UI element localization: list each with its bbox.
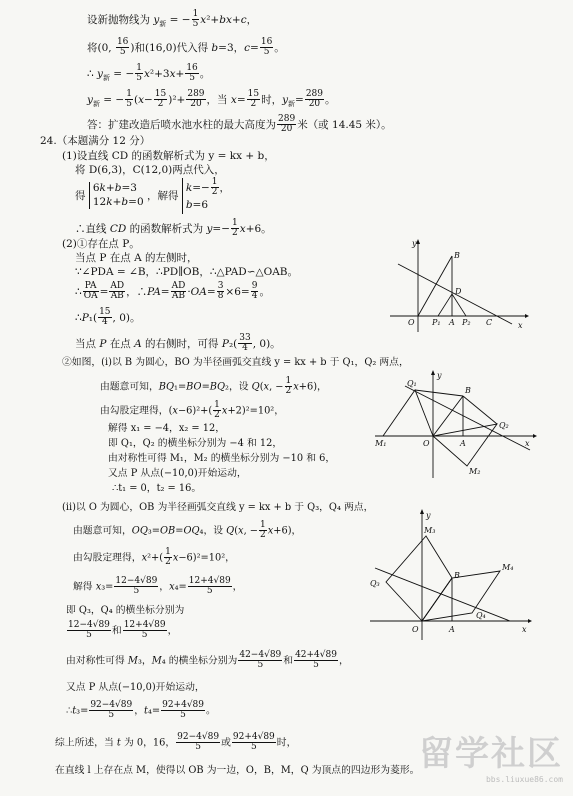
label-m3: M₃ <box>424 526 436 535</box>
label-y: y <box>412 239 417 248</box>
line-system: 得 6k+b=3 12k+b=0 ，解得 k=− $\frac{1}{2}$ ， b=6 <box>75 178 230 214</box>
line-vertex: $y_新$ = − $\frac{1}{5}$ (x− $\frac{15}{2}$ )²+ $\frac{289}{20}$ ，当 x= $\frac{15}{2}$ 时，$y_新=$ $\frac{289}{20}$ 。 <box>87 89 336 110</box>
label-b: B <box>454 571 460 580</box>
watermark <box>419 726 563 784</box>
line-parabola-result: ∴ $y_新$ = − $\frac{1}{5}$ x²+3x+ $\frac{16}{5}$ 。 <box>87 63 211 84</box>
label-q4: Q₄ <box>476 611 486 620</box>
line-part2: (2)①存在点 P。 <box>62 238 140 250</box>
line-summary: 综上所述，当 t 为 0，16， $\frac{92-4√89}{5}$ 或 $\frac{92+4√89}{5}$ 时， <box>55 732 297 753</box>
label-m4: M₄ <box>502 563 514 572</box>
segment-ob <box>418 256 452 316</box>
label-q3: Q₃ <box>370 579 380 588</box>
line-new-parabola: 设新抛物线为 $y_新$ = − $\frac{1}{5}$ x²+bx+c， <box>87 9 258 30</box>
figure-1 <box>390 236 530 334</box>
label-m2: M₂ <box>469 467 481 476</box>
line-q12-abscissa: 即 Q₁，Q₂ 的横坐标分别为 −4 和 12， <box>108 438 283 449</box>
watermark-url: bbs.liuxue86.com <box>485 775 563 784</box>
label-a: A <box>449 625 455 634</box>
line-p-start-1: 又点 P 从点(−10,0)开始运动， <box>108 468 247 479</box>
line-case-i: ②如图，(i)以 B 为圆心，BO 为半径画弧交直线 y = kx + b 于 Q₁，Q₂ 两点， <box>62 357 409 368</box>
line-x34: 解得 x₃= $\frac{12-4√89}{5}$ ，x₄= $\frac{12+4√89}{5}$ ， <box>73 576 243 597</box>
line-ratio: ∴ $\frac{PA}{OA}$ = $\frac{AD}{AB}$ ，∴PA= $\frac{AD}{AB}$ ·OA= $\frac{3}{8}$ ×6= $\frac{9}{4}$ 。 <box>75 281 270 302</box>
label-y: y <box>426 511 431 520</box>
line-m34-abscissa: 由对称性可得 M₃，M₄ 的横坐标分别为 $\frac{42-4√89}{5}$ 和 $\frac{42+4√89}{5}$ ， <box>66 650 349 671</box>
line-left-case: 当点 P 在点 A 的左侧时， <box>75 252 198 264</box>
label-o: O <box>412 625 419 634</box>
line-t12: ∴t₁ = 0，t₂ = 16。 <box>112 483 202 494</box>
label-m1: M₁ <box>375 439 387 448</box>
line-substitute: 将(0, $\frac{16}{5}$ )和(16,0)代入得 b=3，c= $\frac{16}{5}$ 。 <box>87 37 285 58</box>
segment-p2d <box>452 294 466 316</box>
line-q34-values: $\frac{12-4√89}{5}$ 和 $\frac{12+4√89}{5}$ ， <box>68 620 178 641</box>
line-bq-equal: 由题意可知，BQ₁=BO=BQ₂，设 Q(x, − $\frac{1}{2}$ x+6)， <box>100 376 327 397</box>
label-d: D <box>455 287 462 296</box>
label-c: C <box>486 318 493 327</box>
line-cd-result: ∴直线 CD 的函数解析式为 y=− $\frac{1}{2}$ x+6。 <box>75 218 272 239</box>
label-p2: P₂ <box>462 318 471 327</box>
problem-24-heading: 24.（本题满分 12 分） <box>40 135 151 147</box>
line-p-start-2: 又点 P 从点(−10,0)开始运动， <box>66 682 205 693</box>
figure-3 <box>360 508 535 643</box>
label-q2: Q₂ <box>499 421 509 430</box>
line-m12-abscissa: 由对称性可得 M₁，M₂ 的横坐标分别为 −10 和 6， <box>108 453 336 464</box>
line-case-ii: (ii)以 O 为圆心，OB 为半径画弧交直线 y = kx + b 于 Q₃，Q₄ 两点， <box>62 502 374 513</box>
watermark-brand: 留学社区 <box>419 734 563 774</box>
line-q34-abscissa: 即 Q₃，Q₄ 的横坐标分别为 <box>66 605 185 616</box>
line-cd-setup: (1)设直线 CD 的函数解析式为 y = kx + b， <box>62 150 275 162</box>
line-cd-points: 将 D(6,3)，C(12,0)两点代入， <box>75 164 225 176</box>
label-o: O <box>408 318 415 327</box>
segment-p1d <box>438 294 452 316</box>
label-p1: P₁ <box>432 318 441 327</box>
line-conclusion: 在直线 l 上存在点 M，使得以 OB 为一边，O，B，M，Q 为顶点的四边形为菱形。 <box>55 765 420 776</box>
line-p1: ∴P₁( $\frac{15}{4}$ , 0)。 <box>75 307 141 328</box>
line-similar: ∵∠PDA = ∠B，∴PD∥OB，∴△PAD∽△OAB。 <box>75 266 299 278</box>
line-x12: 解得 x₁ = −4，x₂ = 12， <box>108 423 225 434</box>
rhombus-m3 <box>386 536 452 621</box>
line-pythag-1: 由勾股定理得，(x−6)²+( $\frac{1}{2}$ x+2)²=10²， <box>100 400 285 421</box>
label-o: O <box>423 439 430 448</box>
line-pythag-2: 由勾股定理得，x²+( $\frac{1}{2}$ x−6)²=10²， <box>73 547 235 568</box>
line-oq-equal: 由题意可知，OQ₃=OB=OQ₄，设 Q(x, − $\frac{1}{2}$ x+6)， <box>73 520 302 541</box>
label-q1: Q₁ <box>407 379 417 388</box>
label-x: x <box>522 625 527 634</box>
line-l <box>375 568 510 621</box>
label-x: x <box>518 321 523 330</box>
label-a: A <box>460 439 466 448</box>
line-p2: 当点 P 在点 A 的右侧时，可得 P₂( $\frac{33}{4}$ , 0)。 <box>75 333 281 354</box>
segment-ob <box>433 396 463 436</box>
label-b: B <box>454 251 460 260</box>
line-answer: 答：扩建改造后喷水池水柱的最大高度为 $\frac{289}{20}$ 米（或 14.45 米）。 <box>87 114 392 135</box>
label-y: y <box>437 371 442 380</box>
line-t34: ∴t₃= $\frac{92-4√89}{5}$ ，t₄= $\frac{92+4√89}{5}$ 。 <box>66 700 216 721</box>
label-a: A <box>449 318 455 327</box>
figure-2 <box>375 368 540 480</box>
rhombus-m4 <box>422 571 500 621</box>
label-b: B <box>465 386 471 395</box>
label-x: x <box>525 439 530 448</box>
